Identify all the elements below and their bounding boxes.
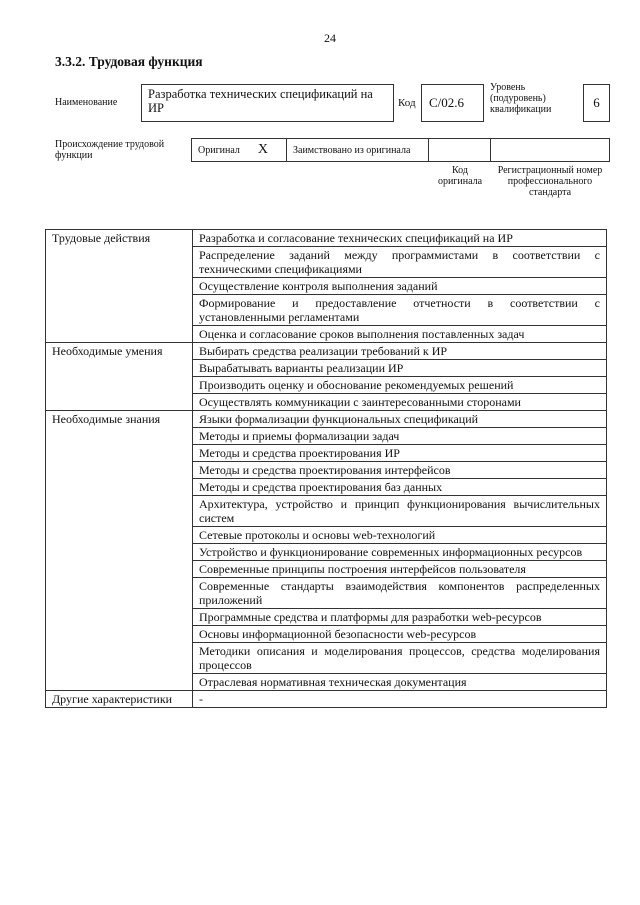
section-item: Программные средства и платформы для разработки web-ресурсов (193, 609, 607, 626)
origin-label: Происхождение трудовой функции (55, 139, 165, 161)
section-label: Необходимые знания (46, 411, 193, 691)
page-number: 24 (324, 31, 336, 45)
origin-table (191, 138, 610, 162)
section-item: - (193, 691, 607, 708)
original-label: Оригинал (198, 145, 240, 156)
original-mark: X (257, 142, 269, 157)
name-label: Наименование (55, 97, 118, 108)
code-value-box: C/02.6 (421, 84, 484, 122)
origin-original-cell (192, 139, 287, 162)
section-item: Современные стандарты взаимодействия компонентов распределенных приложений (193, 578, 607, 609)
section-label: Необходимые умения (46, 343, 193, 411)
original-code-cell (429, 139, 491, 162)
section-item: Распределение заданий между программистами в соответствии с техническими спецификациями (193, 247, 607, 278)
section-label: Другие характеристики (46, 691, 193, 708)
labor-function-table (45, 229, 607, 708)
table-row (46, 230, 607, 247)
qualification-level-label: Уровень (подуровень) квалификации (490, 82, 552, 115)
qualification-level-box: 6 (583, 84, 610, 122)
section-item: Методики описания и моделирования процессов, средства моделирования процессов (193, 643, 607, 674)
section-item: Формирование и предоставление отчетности в соответствии с установленными регламентами (193, 295, 607, 326)
borrowed-label: Заимствовано из оригинала (287, 139, 429, 162)
section-item: Методы и средства проектирования интерфейсов (193, 462, 607, 479)
section-item: Архитектура, устройство и принцип функционирования вычислительных систем (193, 496, 607, 527)
section-item: Методы и средства проектирования баз данных (193, 479, 607, 496)
reg-number-cell (491, 139, 610, 162)
section-item: Отраслевая нормативная техническая документация (193, 674, 607, 691)
reg-number-caption: Регистрационный номер профессионального стандарта (497, 165, 603, 198)
section-item: Производить оценку и обоснование рекомендуемых решений (193, 377, 607, 394)
table-row (46, 343, 607, 360)
section-heading: 3.3.2. Трудовая функция (55, 54, 203, 69)
code-label: Код (398, 97, 416, 109)
name-value-box: Разработка технических спецификаций на ИР (141, 84, 394, 122)
section-item: Методы и средства проектирования ИР (193, 445, 607, 462)
section-item: Методы и приемы формализации задач (193, 428, 607, 445)
original-code-caption: Код оригинала (437, 165, 483, 187)
section-item: Выбирать средства реализации требований к ИР (193, 343, 607, 360)
section-item: Основы информационной безопасности web-ресурсов (193, 626, 607, 643)
section-item: Устройство и функционирование современных информационных ресурсов (193, 544, 607, 561)
table-row (46, 411, 607, 428)
section-item: Осуществлять коммуникации с заинтересованными сторонами (193, 394, 607, 411)
section-item: Разработка и согласование технических спецификаций на ИР (193, 230, 607, 247)
table-row (46, 691, 607, 708)
section-label: Трудовые действия (46, 230, 193, 343)
section-item: Сетевые протоколы и основы web-технологий (193, 527, 607, 544)
section-item: Языки формализации функциональных спецификаций (193, 411, 607, 428)
section-item: Оценка и согласование сроков выполнения поставленных задач (193, 326, 607, 343)
section-item: Современные принципы построения интерфейсов пользователя (193, 561, 607, 578)
section-item: Вырабатывать варианты реализации ИР (193, 360, 607, 377)
section-item: Осуществление контроля выполнения заданий (193, 278, 607, 295)
